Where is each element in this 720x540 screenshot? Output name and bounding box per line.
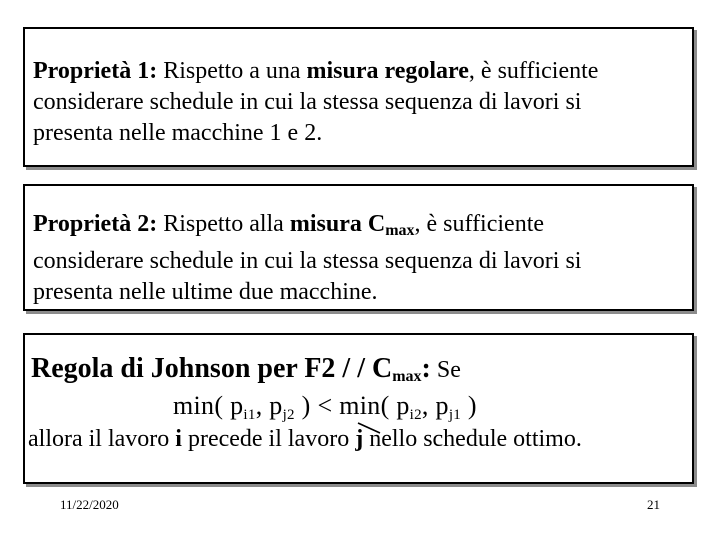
min-b-end: )	[461, 391, 477, 420]
conclusion-a: allora il lavoro	[28, 426, 176, 452]
property-2-label: Proprietà 2:	[33, 211, 158, 237]
min-a-sub1: i1	[243, 407, 256, 423]
property-1-label: Proprietà 1:	[33, 58, 158, 84]
property-1-line-1	[33, 56, 688, 87]
min-a-sub2: j2	[282, 407, 295, 423]
slide-number: 21	[647, 497, 660, 512]
min-a-mid: , p	[255, 391, 283, 420]
johnson-condition	[173, 391, 477, 424]
johnson-rule-title-bold	[31, 353, 431, 384]
property-2-text-a: Rispetto alla	[157, 211, 290, 237]
johnson-title-colon: :	[421, 353, 431, 384]
less-than-sign: <	[310, 391, 340, 420]
job-j: j	[355, 426, 364, 452]
min-b-mid: , p	[421, 391, 449, 420]
johnson-se: Se	[430, 357, 461, 383]
property-1-line-2: considerare schedule in cui la stessa sequenza di lavori si	[33, 89, 582, 115]
property-2-text-b: , è sufficiente	[414, 211, 545, 237]
property-2-emphasis-sub: max	[385, 222, 415, 239]
property-2-line-3: presenta nelle ultime due macchine.	[33, 279, 378, 305]
johnson-title-text: Regola di Johnson per F2 / / C	[31, 353, 393, 384]
footer-date: 11/22/2020	[60, 497, 119, 512]
property-1-line-3: presenta nelle macchine 1 e 2.	[33, 120, 323, 146]
property-2-emphasis	[290, 211, 415, 237]
conclusion-c: nello schedule ottimo.	[363, 426, 582, 452]
property-2-text	[33, 209, 688, 308]
property-1-box	[23, 27, 694, 167]
property-2-line-2: considerare schedule in cui la stessa sequenza di lavori si	[33, 248, 582, 274]
min-b-sub2: j1	[448, 407, 462, 423]
johnson-rule-box	[23, 333, 694, 484]
johnson-title-sub: max	[392, 368, 422, 385]
property-1-text-b: , è sufficiente	[468, 58, 599, 84]
property-2-emphasis-text: misura C	[289, 211, 386, 237]
johnson-rule-title	[31, 353, 461, 386]
property-1-emphasis: misura regolare	[306, 58, 469, 84]
min-a-end: )	[294, 391, 311, 420]
property-1-text-a: Rispetto a una	[157, 58, 307, 84]
property-1-text	[33, 56, 688, 149]
conclusion-b: precede il lavoro	[181, 426, 356, 452]
min-a: min( p	[173, 391, 244, 420]
property-2-line-1	[33, 209, 688, 246]
property-2-box	[23, 184, 694, 311]
min-b-sub1: i2	[409, 407, 422, 423]
min-b: min( p	[339, 391, 410, 420]
job-i: i	[175, 426, 182, 452]
johnson-conclusion	[28, 426, 582, 453]
